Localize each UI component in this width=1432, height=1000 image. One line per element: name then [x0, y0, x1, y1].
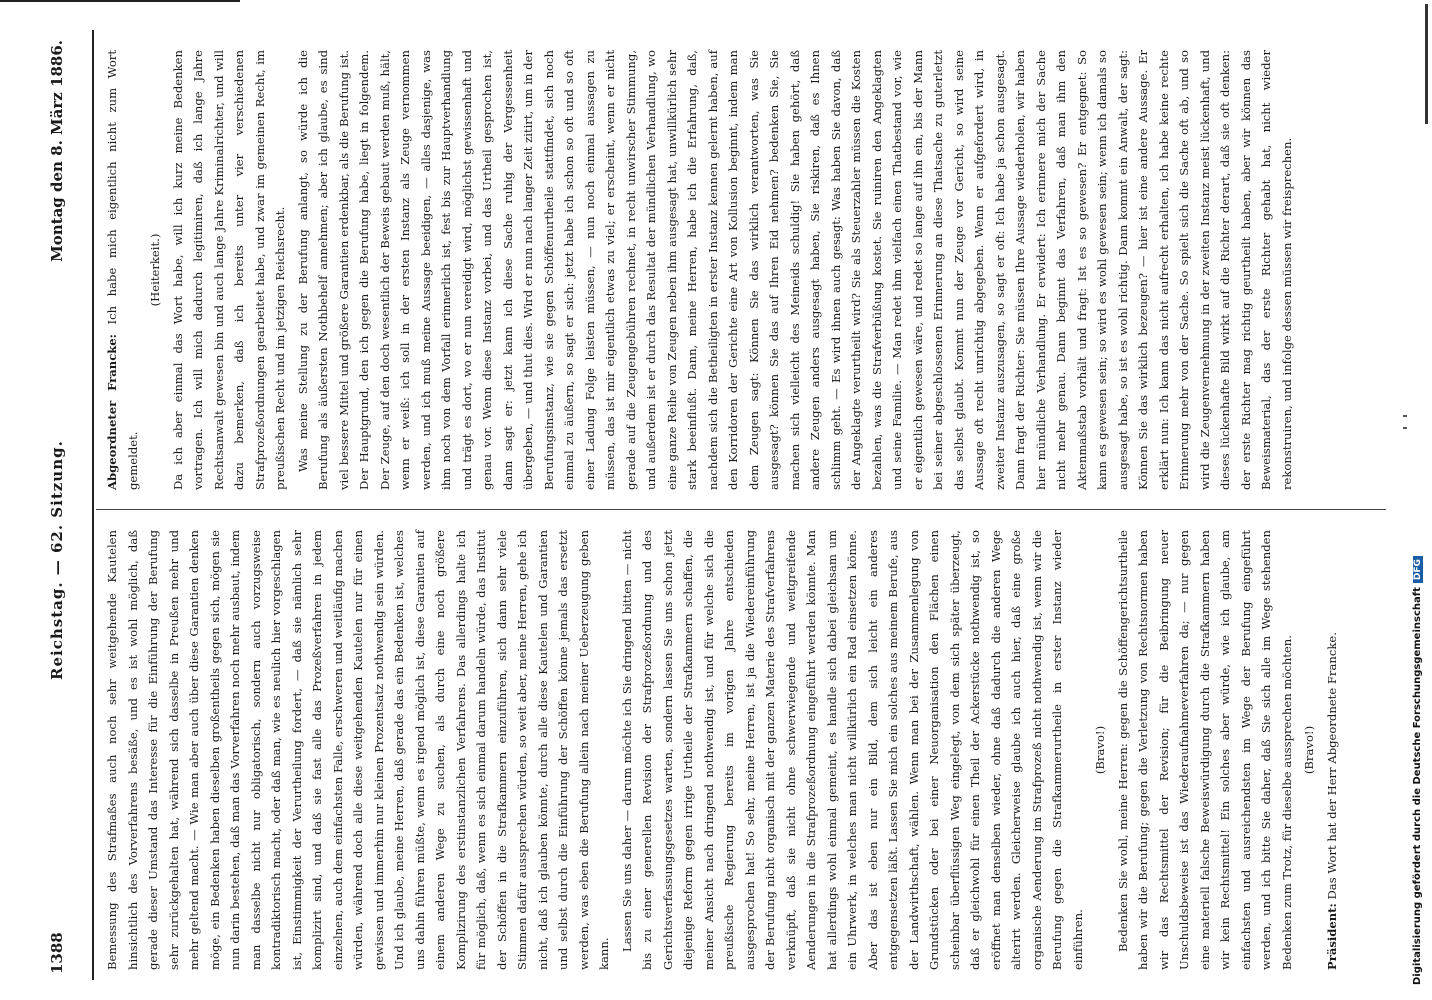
paragraph: (Bravo!) [1093, 725, 1107, 775]
margin-line [1425, 4, 1428, 124]
top-rule [0, 0, 240, 2]
page-header [40, 30, 94, 980]
session-title: Reichstag. — 62. Sitzung. [48, 440, 66, 680]
paragraph: Bedenken Sie wohl, meine Herren: gegen die Schöffengerichtsurtheile haben wir die Berufung; gegen die Verletzung von Rechtsnormen haben wir das Rechtsmittel der Revision; für die Beibringung neuer Unschuldsbeweise ist das Wiederaufnahmeverfahren da; — nur gegen eine materiell falsche Beweiswürdigung durch die Strafkammern haben wir kein Rechtsmittel! Ein solches aber würde, wie ich glaube, am einfachsten und ausreichendsten im Wege der Berufung eingeführt werden, und ich bitte Sie daher, daß Sie sich alle im Wege stehenden Bedenken zum Trotz, für dieselbe aussprechen möchten. [1115, 530, 1294, 970]
paragraph: Was meine Stellung zu der Berufung anlangt, so würde ich die Berufung als äußersten Nothbehelf annehmen; aber ich glaube, es sind viel bessere Mittel und größere Garantien erdenkbar, als die Berufung ist. Der Hauptgrund, den ich gegen die Berufung habe, liegt in folgendem. Der Zeuge, auf den doch wesentlich der Beweis gebaut werden muß, hält, wenn er weiß: ich soll in der ersten Instanz als Zeuge vernommen werden, und ich muß meine Aussage beeidigen, — alles dasjenige, was ihm noch von dem Vorfall erinnerlich ist, fest bis zur Hauptverhandlung und trägt es dort, wo er nun vereidigt wird, möglichst gewissenhaft und genau vor. Wenn diese Instanz vorbei, und das Urtheil gesprochen ist, dann sagt er: jetzt kann ich diese Sache ruhig der Vergessenheit übergeben, — und thut dies. Wird er nun nach langer Zeit zitirt, um in der Berufungsinstanz, wie sie gegen Schöffenurtheile stattfindet, sich noch einmal zu äußern, so sagt er sich: jetzt habe ich schon so oft und so oft einer Ladung Folge leisten müssen, — nun noch einmal aussagen zu müssen, das ist mir eigentlich etwas zu viel; er erscheint, wenn er nicht gerade auf die Zeugengebühren rechnet, in recht unwirscher Stimmung, und außerdem ist er durch das Resultat der mündlichen Verhandlung, wo eine ganze Reihe von Zeugen neben ihm ausgesagt hat, unwillkürlich sehr stark beeinflußt. Dann, meine Herren, habe ich die Erfahrung, daß, nachdem sich die Betheiligten in erster Instanz kennen gelernt haben, auf den Korridoren der Gerichte eine Art von Kollusion beginnt, indem man dem Zeugen sagt: Können Sie das wirklich verantworten, was Sie ausgesagt? können Sie das auf Ihren Eid nehmen? bedenken Sie, Sie machen sich vielleicht des Meineids schuldig! Sie haben gehört, daß andere Zeugen anders ausgesagt haben, Sie riskiren, daß es Ihnen schlimm geht. — Es wird ihnen auch gesagt: Was haben Sie davon, daß der Angeklagte verurtheilt wird? Sie als Steuerzahler müssen die Kosten bezahlen, was die Strafverbüßung kostet. Sie ruiniren den Angeklagten und seine Familie. — Man redet ihm vielfach einen Thatbestand vor, wie er eigentlich gewesen wäre, und redet so lange auf ihn ein, bis der Mann bei seiner abgeschlossenen Erinnerung an diese Thatsache zu guterletzt das selbst glaubt. Kommt nun der Zeuge vor Gericht, so wird seine Aussage oft recht unrichtig abgegeben. Wenn er aufgefordert wird, in zweiter Instanz auszusagen, so sagt er oft: Ich habe ja schon ausgesagt. Dann fragt der Richter: Sie müssen Ihre Aussage wiederholen, wir haben hier mündliche Verhandlung. Er erwidert: Ich erinnere mich der Sache nicht mehr genau. Dann beginnt das Verfahren, daß man ihm den Aktenmaßstab vorhält und fragt: Ist es so gewesen? Er entgegnet: So kann es gewesen sein; so wird es wohl gewesen sein; wenn ich damals so ausgesagt habe, so ist es wohl richtig. Dann kommt ein Anwalt, der sagt: Können Sie das wirklich bezeugen? — hier ist eine andere Aussage. Er erklärt nun: Ich kann das nicht aufrecht erhalten, ich habe keine rechte Erinnerung mehr von der Sache. So spielt sich die Sache oft ab, und so wird die Zeugenvernehmung in der zweiten Instanz meist lückenhaft, und dieses lückenhafte Bild wirkt auf die Richter derart, daß sie oft denken: der erste Richter mag richtig geurtheilt haben, aber wir können das Beweismaterial, das der erste Richter gehabt hat, nicht wieder rekonstruiren, und infolge dessen müssen wir freisprechen. [295, 50, 1294, 490]
paragraph: Präsident: Das Wort hat der Herr Abgeordnete Francke. [1324, 632, 1339, 970]
digitization-note: Digitalisierung gefördert durch die Deutsche Forschungsgemeinschaft [1412, 587, 1423, 985]
left-column [102, 530, 1344, 970]
rotated-document [40, 30, 1400, 980]
paragraph: Abgeordneter Francke: Ich habe mich eigentlich nicht zum Wort gemeldet. [105, 50, 140, 490]
dfg-logo: DFG [1413, 556, 1423, 583]
paragraph: Bemessung des Strafmaßes auch noch sehr weitgehende Kautelen hinsichtlich des Vorverfahrens besäße, und es ist wohl möglich, daß gerade dieser Umstand das Interesse für die Einführung der Berufung sehr zurückgehalten hat, während sich dasselbe in Preußen mehr und mehr geltend macht. — Wie man aber auch über diese Garantien denken möge, ein Bedenken haben dieselben großentheils gegen sich, mögen sie nun darin bestehen, daß man das Vorverfahren noch mehr ausbaut, indem man dasselbe nicht nur obligatorisch, sondern auch vorzugsweise kontradiktorisch macht, oder daß man, wie es neulich hier vorgeschlagen ist, Einstimmigkeit der Verurtheilung fordert, — daß sie nämlich sehr komplizirt sind, und daß sie fast alle das Prozeßverfahren in jedem einzelnen, auch dem einfachsten Falle, erschweren und weitläufig machen würden, während doch alle diese weitgehenden Kautelen nur für einen gewissen und immerhin nur kleinen Prozentsatz nothwendig sein würden. Und ich glaube, meine Herren, daß gerade das ein Bedenken ist, welches uns dahin führen müßte, wenn es irgend möglich ist, diese Garantien auf einem anderen Wege zu suchen, als durch eine noch größere Komplizirung des erstinstanzlichen Verfahrens. Das allerdings halte ich für möglich, daß, wenn es sich einmal darum handeln würde, das Institut der Schöffen in die Strafkammern einzuführen, sich dann sehr viele Stimmen dafür aussprechen würden, so weit aber, meine Herren, gehe ich nicht, daß ich glauben könnte, durch alle diese Kautelen und Garantien und selbst durch die Einführung der Schöffen könne jemals das ersetzt werden, was eben die Berufung allein nach meiner Ueberzeugung geben kann. [105, 530, 611, 970]
paragraph: Lassen Sie uns daher — darum möchte ich Sie dringend bitten — nicht bis zu einer generellen Revision der Strafprozeßordnung und des Gerichtsverfassungsgesetzes warten, sondern lassen Sie uns schon jetzt diejenige Reform gegen irrige Urtheile der Strafkammern schaffen, die meiner Ansicht nach dringend nothwendig ist, und für welche sich die preußische Regierung bereits im vorigen Jahre entschieden ausgesprochen hat! So sehr, meine Herren, ist ja die Wiedereinführung der Berufung nicht organisch mit der ganzen Materie des Strafverfahrens verknüpft, daß sie nicht ohne schwerwiegende und weitgreifende Aenderungen in die Strafprozeßordnung eingeführt werden könnte. Man hat allerdings wohl einmal gemeint, es handle sich dabei gleichsam um ein Uhrwerk, in welches man nicht willkürlich ein Rad einsetzen könne. Aber das ist eben nur ein Bild, dem sich leicht ein anderes entgegensetzen läßt. Lassen Sie mich ein solches aus meinem Berufe, aus der Landwirthschaft, wählen. Wenn man bei der Zusammenlegung von Grundstücken oder bei einer Neuorganisation den Flächen einen scheinbar überflüssigen Weg eingelegt, von dem sich später überzeugt, daß er gleichwohl für einen Theil der Ackerstücke nothwendig ist, so eröffnet man denselben wieder, ohne daß dadurch die anderen Wege alterirt werden. Gleicherweise glaube ich auch hier, daß eine große organische Aenderung im Strafprozeß nicht nothwendig ist, wenn wir die Berufung gegen die Strafkammerurtheile in erster Instanz wieder einführen. [619, 530, 1085, 970]
column-separator [96, 509, 1386, 510]
paragraph: (Heiterkeit.) [148, 233, 162, 307]
speaker-name: Präsident: [1324, 903, 1339, 970]
paragraph: (Bravo!) [1302, 725, 1316, 775]
margin-tick [1403, 427, 1407, 429]
margin-tick [1403, 415, 1407, 417]
paragraph: Da ich aber einmal das Wort habe, will ich kurz meine Bedenken vortragen. Ich will mich dadurch legitimiren, daß ich lange Jahre Rechtsanwalt gewesen bin und auch lange Jahre Kriminalrichter, und will dazu bemerken, daß ich bereits unter vier verschiedenen Strafprozeßordnungen gearbeitet habe, und zwar im gemeinen Recht, im preußischen Recht und im jetzigen Reichsrecht. [170, 50, 287, 490]
session-date: Montag den 8. März 1886. [48, 40, 66, 262]
right-column [102, 50, 1299, 490]
speaker-name: Abgeordneter Francke: [105, 334, 119, 490]
digitization-credit [1412, 556, 1423, 985]
page-number: 1388 [48, 932, 66, 974]
